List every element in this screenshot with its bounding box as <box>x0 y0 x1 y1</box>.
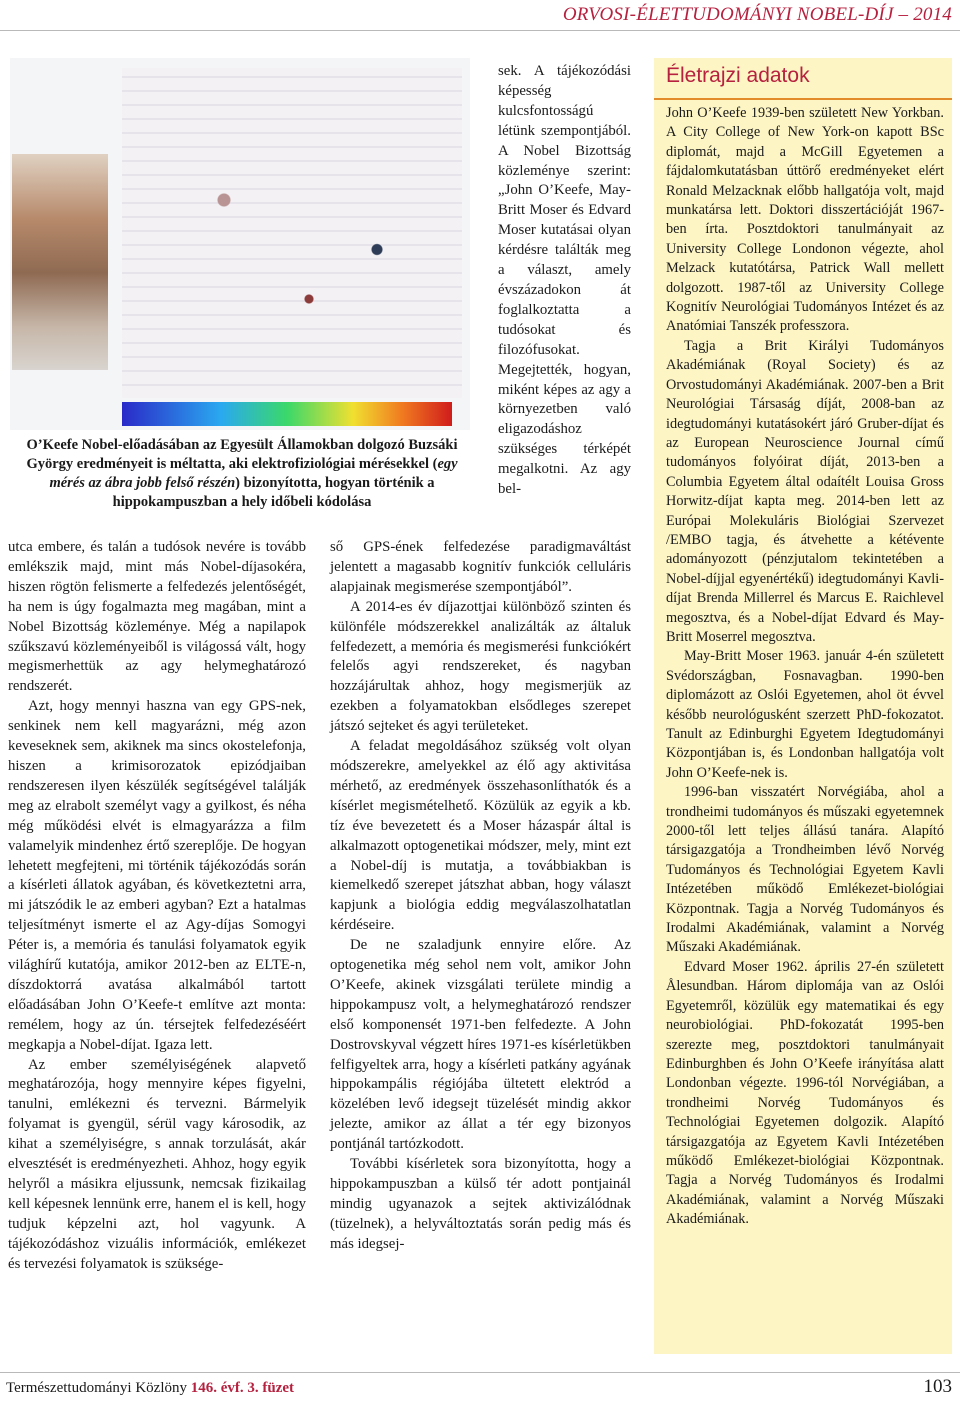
biography-sidebar <box>654 58 952 1354</box>
journal-issue: 146. évf. 3. füzet <box>190 1380 295 1396</box>
lecture-figure <box>10 58 470 430</box>
paragraph: A 2014-es év díjazottjai különböző szinten és különféle módszerekkel analizálták az általuk felfedezett, a memória és megismerési funkciókért felelős agyi rendszereket, és nagyban hozzájárultak ahhoz, hogy megismerjük az ezekben a folyamatokban elsődleges szerepet játszó sejteket és agyi területeket. <box>330 598 631 735</box>
figure-caption: O’Keefe Nobel-előadásában az Egyesült Államokban dolgozó Buzsáki György eredményeit is méltatta, aki elektrofiziológiai mérésekkel (egy mérés az ábra jobb felső részén) bizonyította, hogyan történik a hippokampuszban a hely időbeli kódolása <box>26 437 458 510</box>
running-title: ORVOSI-ÉLETTUDOMÁNYI NOBEL-DÍJ – 2014 <box>562 4 952 25</box>
sidebar-body <box>666 104 944 1230</box>
color-scale-bar <box>122 402 452 426</box>
article-column-right <box>330 538 631 1255</box>
paragraph: sek. A tájékozódási képesség kulcsfontosságú létünk szempontjából. A Nobel Bizottság közleménye szerint: „John O’Keefe, May-Britt Moser és Edvard Moser kutatásai olyan kérdésre találták meg a választ, amely évszázadokon át foglalkoztatta a tudósokat és filozófusokat. Megejtették, hogyan, miként képes az agy a környezetben való eligazodáshoz szükséges térképét megalkotni. Az agy bel- <box>498 63 631 498</box>
header-rule <box>0 30 960 31</box>
paragraph: Azt, hogy mennyi haszna van egy GPS-nek, senkinek nem kell magyarázni, még azon keveseknek sem, akiknek ma sincs okostelefonja, hiszen a krimisorozatok epizódjaiban rendszeresen ilyen készülék segítségével találják meg az elrabolt személyt vagy a gyilkost, és néha még működési elvét is elmagyarázza a film valamelyik mindenhez értő szereplője. De hogyan lehetett megfejteni, mi történik tájékozódás során a kísérleti állatok agyában, és következtetni arra, mi játszódik le az emberi agyban? Ezt a hatalmas teljesítményt ismerte el az Agy-díjas Somogyi Péter is, a memória és tanulási folyamatok egyik világhírű kutatója, amikor 2012-ben az ELTE-n, díszdoktorrá avatása alkalmából tartott előadásában John O’Keefe-t említve azt monta: remélem, hogy az ún. térsejtek felfedezéséért megkapja a Nobel-díjat. Igaza lett. <box>8 698 306 1053</box>
bio-paragraph: 1996-ban visszatért Norvégiába, ahol a trondheimi tudományos és műszaki egyetemnek 2000-től lett teljes állású tanára. Alapító társigazgatója a Trondheimben lévő Norvég Tudományos és Technológiai Egyetem Kavli Intézetében működő Emlékezet-biológiai Központnak. Tagja a Norvég Tudományos és Irodalmi Akadémiának, valamint a Norvég Műszaki Akadémiának. <box>666 784 944 956</box>
journal-name: Természettudományi Közlöny <box>6 1380 187 1396</box>
raster-plot <box>122 68 462 398</box>
bio-paragraph: Tagja a Brit Királyi Tudományos Akadémiának (Royal Society) és az Orvostudományi Akadémiának. 2007-ben a Brit Neurológiai Társaság díját, 2008-ban az idegtudományi kutatásokért járó Gruber-díjat és az European Neuroscience Journal című tudományos folyóirat díját, 2013-ben a Columbia Egyetem által odaítélt Louisa Gross Horwitz-díjat kapta meg. 2014-ben lett az Európai Molekuláris Biológiai Szervezet /EMBO tagja, és átvehette a kétévente adományozott (pénzjutalom tekintetében a Nobel-díjjal egyenértékű) idegtudományi Kavli-díjat Brenda Millerrel és Marcus E. Raichlevel megosztva, és a Nobel-díjat Edvard és May-Britt Moserrel megosztva. <box>666 337 944 645</box>
sidebar-title: Életrajzi adatok <box>666 64 810 87</box>
bio-paragraph: May-Britt Moser 1963. január 4-én született Svédországban, Fosnavagban. 1990-ben diplomázott az Oslói Egyetemen, ahol öt évvel később neurológusként szerzett PhD-fokozatot. Tanult az Edinburghi Egyetem Idegtudományi Központjában is, és Londonban hallgatója volt John O’Keefe-nek is. <box>666 648 944 781</box>
footer-rule <box>0 1372 960 1373</box>
portrait-photo <box>12 154 108 370</box>
journal-footer <box>6 1380 294 1397</box>
article-column-left <box>8 538 306 1275</box>
paragraph: Az ember személyiségének alapvető meghatározója, hogy mennyire képes figyelni, tanulni, emlékezni és tervezni. Bármelyik folyamat is gyengül, sérül vagy károsodik, az kihat a személyiségre, s annak torzulását, akár elvesztését is eredményezheti. Ahhoz, hogy egyik helyről a másikra eljussunk, nemcsak fizikailag kell képesnek lennünk erre, hanem el is kell, hogy tudjuk képzelni azt, hol vagyunk. A tájékozódáshoz vizuális információk, emlékezet és tervezési folyamatok is szüksége- <box>8 1056 306 1272</box>
bio-paragraph: John O’Keefe 1939-ben született New Yorkban. A City College of New York-on kapott BSc diplomát, majd a McGill Egyetemen a fájdalomkutatásban úttörő eredményeket elért Ronald Melzacknak előbb hallgatója volt, majd munkatársa lett. Doktori disszertációját 1967-ben írta. Posztdoktori tanulmányait az University College Londonon végezte, ahol Melzack kutatótársa, Patrick Wall mellett dolgozott. 1987-től az University College Kognitív Neurológiai Tudományos Intézet és az Anatómiai Tanszék professzora. <box>666 105 944 335</box>
article-column-right-top <box>498 62 631 500</box>
paragraph: De ne szaladjunk ennyire előre. Az optogenetika még sehol nem volt, amikor John O’Keefe, akinek vizsgálati területe mindig a hippokampusz volt, a helymeghatározó rendszer első komponensét 1971-ben felfedezte. A John Dostrovskyval végzett híres 1971-es kísérletükben felfigyeltek arra, hogy a kísérleti patkány agyának hippokampális régiójába ültetett elektród a közelében levő idegsejt tüzelését mindig akkor jelezte, amikor az állat a tér egy bizonyos pontjánál tartózkodott. <box>330 937 631 1153</box>
paragraph: utca embere, és talán a tudósok nevére is tovább emlékszik majd, mint más Nobel-díjasokéra, hiszen rögtön felismerte a felfedezés jelentőségét, ha nem is úgy fogalmazta meg magában, mint a Nobel Bizottság közleménye. Még a napilapok szűkszavú közleményeiből is világossá vált, hogy megismerhettük az agy helymeghatározó rendszerét. <box>8 539 306 695</box>
paragraph: ső GPS-ének felfedezése paradigmaváltást jelentett a magasabb kognitív funkciók celluláris alapjainak megismerése szempontjából”. <box>330 539 631 595</box>
paragraph: A feladat megoldásához szükség volt olyan módszerekre, amelyekkel az élő agy aktivitása mérhető, az eredmények összehasonlíthatók és a kísérlet megismételhető. Közülük az egyik a kb. tíz éve bevezetett és a Moser házaspár által is alkalmazott optogenetikai módszer, mely, mint ezt a Nobel-díj is mutatja, a továbbiakban is kiemelkedő szerepet játszhat abban, hogy választ kapjunk a biológia eddig megválaszolhatatlan kérdéseire. <box>330 738 631 934</box>
paragraph: További kísérletek sora bizonyította, hogy a hippokampuszban a külső tér adott pontjainál mindig ugyanazok a sejtek aktivizálódnak (tüzelnek), a helyváltoztatás során pedig más és más idegsej- <box>330 1156 631 1252</box>
sidebar-rule <box>654 98 952 100</box>
page-number: 103 <box>923 1376 952 1397</box>
bio-paragraph: Edvard Moser 1962. április 27-én született Ålesundban. Három diplomája van az Oslói Egyetemről, közülük egy matematikai és egy neurobiológiai. PhD-fokozatát 1995-ben szerezte meg, posztdoktori tanulmányait Edinburghben és John O’Keefe irányítása alatt Londonban végezte. 1996-tól Norvégiában, a trondheimi Norvég Tudományos és Technológiai Egyetemen dolgozik. Alapító társigazgatója az Egyetem Kavli Intézetében működő Emlékezet-biológiai Központnak. Tagja a Norvég Tudományos és Irodalmi Akadémiának, valamint a Norvég Műszaki Akadémiának. <box>666 958 944 1228</box>
